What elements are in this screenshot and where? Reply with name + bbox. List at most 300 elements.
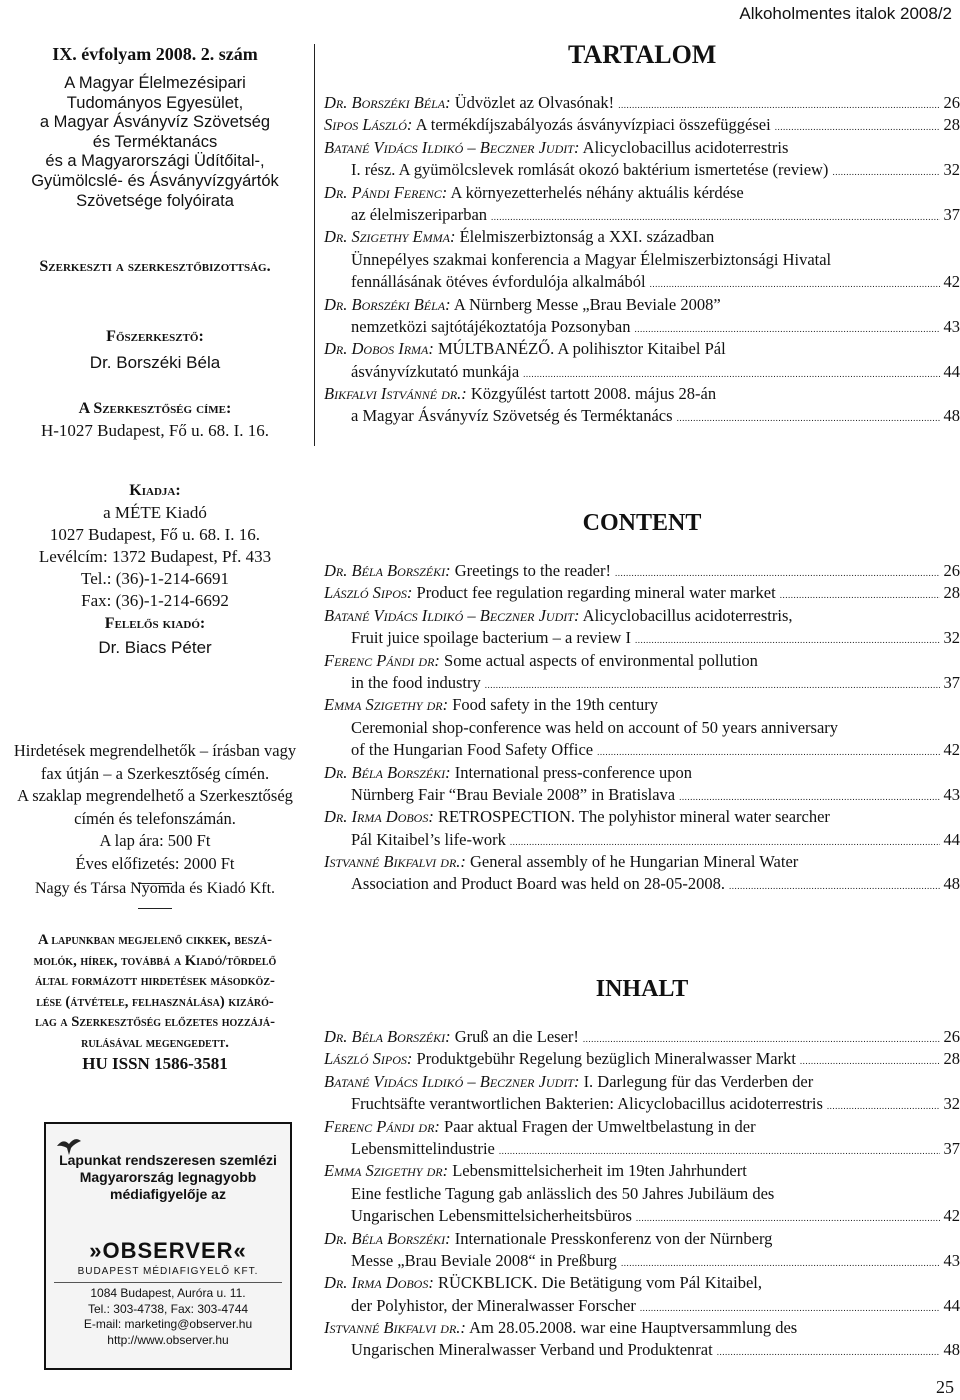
toc-line xyxy=(324,1228,960,1250)
toc-dot-leader xyxy=(636,1207,940,1229)
toc-author: Sipos László: xyxy=(324,115,413,135)
toc-line xyxy=(324,1250,960,1272)
toc-text xyxy=(324,114,771,136)
toc-page-number: 26 xyxy=(943,1027,960,1046)
ads-line: fax útján – a Szerkesztőség címén. xyxy=(40,763,270,783)
toc-line xyxy=(324,1339,960,1361)
toc-text xyxy=(351,1250,617,1272)
toc-leader-row xyxy=(324,92,960,116)
toc-author: Dr. Szigethy Emma: xyxy=(324,227,456,247)
toc-author: Batané Vidács Ildikó – Beczner Judit: xyxy=(324,605,580,625)
toc-dot-leader xyxy=(677,407,940,429)
toc-title: Közgyűlést tartott 2008. május 28-án xyxy=(470,384,717,404)
toc-title: Produktgebühr Regelung bezüglich Mineralwasser Markt xyxy=(416,1049,796,1069)
toc-title: Alicyclobacillus acidoterrestris, xyxy=(582,605,793,625)
printer-block xyxy=(0,880,310,909)
toc-leader-row xyxy=(351,204,960,228)
toc-title: a Magyar Ásványvíz Szövetség és Terméktanács xyxy=(351,406,673,426)
toc-leader-row xyxy=(351,739,960,763)
toc-title: Am 28.05.2008. war eine Hauptversammlung des xyxy=(469,1318,798,1338)
toc-page-number: 32 xyxy=(943,160,960,180)
society-line: Gyümölcslé- és Ásványvízgyártók xyxy=(31,171,279,190)
toc-dot-leader xyxy=(800,1050,940,1072)
toc-title: Lebensmittelindustrie xyxy=(351,1138,495,1158)
toc-entry[interactable] xyxy=(324,1160,960,1227)
toc-title: I. rész. A gyümölcslevek romlását okozó baktérium ismertetése (review) xyxy=(351,160,829,180)
toc-line xyxy=(324,717,960,739)
toc-text xyxy=(351,1093,823,1115)
ad-text xyxy=(52,1152,284,1203)
society-line: Tudományos Egyesület, xyxy=(66,93,244,112)
address-heading: A Szerkesztőség címe: xyxy=(78,400,232,417)
toc-hungarian xyxy=(324,92,960,428)
toc-line xyxy=(324,829,960,851)
toc-line xyxy=(324,650,960,672)
toc-author: Emma Szigethy dr: xyxy=(324,1161,449,1181)
editorial-board: Szerkeszti a szerkesztőbizottság. xyxy=(39,258,271,275)
toc-title: Ungarischen Mineralwasser Verband und Produktenrat xyxy=(351,1340,713,1360)
toc-page-number: 37 xyxy=(943,672,960,692)
toc-text xyxy=(324,1048,796,1070)
toc-title: A Nürnberg Messe „Brau Beviale 2008” xyxy=(453,294,721,314)
toc-line xyxy=(324,1071,960,1093)
toc-leader-row xyxy=(324,582,960,606)
toc-dot-leader xyxy=(775,116,940,138)
toc-leader-row xyxy=(351,361,960,385)
toc-leader-row xyxy=(351,1295,960,1319)
toc-page-number: 32 xyxy=(943,628,960,648)
toc-dot-leader xyxy=(717,1341,940,1363)
publisher-line: Levélcím: 1372 Budapest, Pf. 433 xyxy=(38,547,272,566)
copyright-notice xyxy=(6,930,304,1053)
society-line: és Terméktanács xyxy=(92,132,218,151)
toc-line xyxy=(324,383,960,405)
toc-entry[interactable] xyxy=(324,1048,960,1070)
toc-author: Dr. Béla Borszéki: xyxy=(324,561,451,580)
toc-author: Ferenc Pándi dr: xyxy=(324,650,440,670)
toc-dot-leader xyxy=(635,629,940,651)
toc-leader-row xyxy=(351,1093,960,1117)
toc-entry[interactable] xyxy=(324,560,960,582)
toc-leader-row xyxy=(351,1205,960,1229)
toc-page-number: 44 xyxy=(943,1295,960,1315)
toc-entry[interactable] xyxy=(324,806,960,851)
toc-text xyxy=(324,92,614,114)
toc-title: Gruß an die Leser! xyxy=(454,1027,579,1046)
toc-title: A termékdíjszabályozás ásványvízpiaci összefüggései xyxy=(415,115,771,135)
toc-text xyxy=(351,739,593,761)
tartalom-title: TARTALOM xyxy=(568,40,717,69)
toc-line xyxy=(324,405,960,427)
ad-line: Magyarország legnagyobb xyxy=(79,1169,257,1185)
toc-entry[interactable] xyxy=(324,114,960,136)
toc-dot-leader xyxy=(510,831,940,853)
running-head: Alkoholmentes italok 2008/2 xyxy=(739,4,952,23)
toc-leader-row xyxy=(351,271,960,295)
toc-text xyxy=(324,1026,579,1048)
toc-title: Pál Kitaibel’s life-work xyxy=(351,829,506,849)
ads-line: A szaklap megrendelhető a Szerkesztőség xyxy=(17,786,293,805)
issn: HU ISSN 1586-3581 xyxy=(82,1054,228,1073)
publisher-heading: Kiadja: xyxy=(129,482,181,499)
toc-author: László Sipos: xyxy=(324,583,413,603)
toc-title: Paar aktual Fragen der Umweltbelastung in der xyxy=(444,1116,756,1136)
toc-title: Élelmiszerbiztonság a XXI. században xyxy=(459,227,715,247)
toc-title: of the Hungarian Food Safety Office xyxy=(351,740,594,760)
toc-text xyxy=(351,1339,713,1361)
ad-line: Lapunkat rendszeresen szemlézi xyxy=(59,1152,277,1168)
observer-contact xyxy=(46,1286,290,1348)
toc-line xyxy=(324,182,960,204)
toc-leader-row xyxy=(324,114,960,138)
toc-title: Internationale Presskonferenz von der Nürnberg xyxy=(454,1228,773,1248)
editor-heading: Főszerkesztő: xyxy=(106,328,204,345)
toc-page-number: 43 xyxy=(943,1250,960,1270)
toc-title: fennállásának ötéves évfordulója alkalmából xyxy=(351,272,646,292)
toc-author: Dr. Borszéki Béla: xyxy=(324,93,451,112)
toc-page-number: 43 xyxy=(943,316,960,336)
toc-entry[interactable] xyxy=(324,1026,960,1048)
toc-text xyxy=(351,627,631,649)
divider xyxy=(54,1282,282,1283)
address-block xyxy=(0,398,310,442)
ads-line: Éves előfizetés: 2000 Ft xyxy=(75,853,235,873)
toc-title: MÚLTBANÉZŐ. A polihisztor Kitaibel Pál xyxy=(437,339,726,359)
toc-entry[interactable] xyxy=(324,1228,960,1273)
printer-name: Nagy és Társa Nyomda és Kiadó Kft. xyxy=(34,880,276,897)
toc-author: Dr. Béla Borszéki: xyxy=(324,1228,451,1248)
toc-title: az élelmiszeriparban xyxy=(351,204,488,224)
toc-author: Dr. Béla Borszéki: xyxy=(324,1027,451,1046)
toc-line xyxy=(324,784,960,806)
toc-entry[interactable] xyxy=(324,851,960,896)
toc-german xyxy=(324,1026,960,1362)
toc-page-number: 26 xyxy=(943,93,960,112)
toc-text xyxy=(351,784,675,806)
toc-line xyxy=(324,762,960,784)
toc-dot-leader xyxy=(650,273,940,295)
toc-title: nemzetközi sajtótájékoztatója Pozsonyban xyxy=(351,316,631,336)
toc-line xyxy=(324,1205,960,1227)
toc-author: Batané Vidács Ildikó – Beczner Judit: xyxy=(324,137,580,157)
toc-line xyxy=(324,1093,960,1115)
toc-leader-row xyxy=(351,627,960,651)
toc-text xyxy=(351,271,646,293)
toc-line xyxy=(324,1295,960,1317)
toc-line xyxy=(324,1048,960,1070)
toc-text xyxy=(351,405,673,427)
toc-text xyxy=(351,1138,495,1160)
toc-dot-leader xyxy=(780,584,940,606)
toc-title: Some actual aspects of environmental pollution xyxy=(444,650,758,670)
toc-line xyxy=(324,271,960,293)
society-line: A Magyar Élelmezésipari xyxy=(64,74,246,92)
toc-author: Dr. Pándi Ferenc: xyxy=(324,182,448,202)
address-text: H-1027 Budapest, Fő u. 68. I. 16. xyxy=(40,421,270,440)
contact-url[interactable]: http://www.observer.hu xyxy=(107,1332,229,1347)
society-line: és a Magyarországi Üdítőital-, xyxy=(45,152,265,171)
ad-line: médiafigyelője az xyxy=(110,1186,226,1202)
toc-line xyxy=(324,1272,960,1294)
toc-title: Eine festliche Tagung gab anlässlich des 50 Jahres Jubiläum des xyxy=(351,1183,775,1203)
toc-entry[interactable] xyxy=(324,1272,960,1317)
toc-leader-row xyxy=(351,1339,960,1363)
notice-line: molók, hírek, továbbá a Kiadó/tördelő xyxy=(33,952,277,969)
toc-page-number: 42 xyxy=(943,1206,960,1226)
toc-title: der Polyhistor, der Mineralwasser Forscher xyxy=(351,1295,636,1315)
responsible-name: Dr. Biacs Péter xyxy=(98,638,212,657)
toc-page-number: 43 xyxy=(943,784,960,804)
toc-line xyxy=(324,294,960,316)
toc-author: Emma Szigethy dr: xyxy=(324,695,449,715)
toc-entry[interactable] xyxy=(324,694,960,761)
toc-entry[interactable] xyxy=(324,226,960,293)
toc-title: Food safety in the 19th century xyxy=(452,695,658,715)
toc-text xyxy=(351,159,828,181)
notice-line: A lapunkban megjelenő cikkek, beszá- xyxy=(38,932,272,948)
toc-title: Fruit juice spoilage bacterium – a review I xyxy=(351,628,631,648)
toc-leader-row xyxy=(351,784,960,808)
notice-line: által formázott hirdetések másodköz- xyxy=(35,973,275,989)
toc-title: Messe „Brau Beviale 2008“ in Preßburg xyxy=(351,1250,617,1270)
toc-title: I. Darlegung für das Verderben der xyxy=(583,1071,814,1091)
toc-page-number: 44 xyxy=(943,829,960,849)
ads-block xyxy=(0,740,310,884)
toc-dot-leader xyxy=(618,94,939,116)
publisher-line: a MÉTE Kiadó xyxy=(103,503,207,522)
toc-line xyxy=(324,1026,960,1048)
toc-author: Dr. Dobos Irma: xyxy=(324,339,434,359)
observer-subtitle: BUDAPEST MÉDIAFIGYELŐ KFT. xyxy=(77,1266,259,1277)
publisher-line: 1027 Budapest, Fő u. 68. I. 16. xyxy=(49,525,261,544)
toc-page-number: 37 xyxy=(943,204,960,224)
toc-dot-leader xyxy=(729,875,940,897)
toc-entry[interactable] xyxy=(324,762,960,807)
toc-entry[interactable] xyxy=(324,582,960,604)
toc-entry[interactable] xyxy=(324,182,960,227)
toc-page-number: 48 xyxy=(943,1340,960,1360)
toc-text xyxy=(351,672,481,694)
responsible-heading: Felelős kiadó: xyxy=(104,615,206,632)
toc-author: Istvanné Bikfalvi dr.: xyxy=(324,1318,466,1338)
toc-dot-leader xyxy=(832,161,939,183)
toc-text xyxy=(351,316,631,338)
toc-dot-leader xyxy=(485,674,940,696)
toc-line xyxy=(324,806,960,828)
editor-block xyxy=(0,324,310,376)
page-number: 25 xyxy=(936,1377,954,1397)
toc-dot-leader xyxy=(583,1028,940,1050)
toc-author: Dr. Béla Borszéki: xyxy=(324,762,451,782)
contact-address: 1084 Budapest, Auróra u. 11. xyxy=(90,1286,246,1300)
toc-dot-leader xyxy=(827,1095,940,1117)
toc-dot-leader xyxy=(523,363,939,385)
toc-entry[interactable] xyxy=(324,605,960,650)
toc-title: A környezetterhelés néhány aktuális kérdése xyxy=(450,182,744,202)
toc-entry[interactable] xyxy=(324,1116,960,1161)
toc-title: General assembly of he Hungarian Mineral Water xyxy=(470,852,799,872)
toc-leader-row xyxy=(324,1048,960,1072)
society-block xyxy=(0,74,310,211)
toc-text xyxy=(351,873,725,895)
toc-title: RETROSPECTION. The polyhistor mineral water searcher xyxy=(437,807,830,827)
toc-english xyxy=(324,560,960,896)
toc-title: Nürnberg Fair “Brau Beviale 2008” in Bratislava xyxy=(351,784,676,804)
toc-entry[interactable] xyxy=(324,383,960,428)
society-line: Szövetsége folyóirata xyxy=(76,191,234,210)
toc-text xyxy=(351,1205,632,1227)
responsible-block xyxy=(0,612,310,660)
toc-author: Dr. Irma Dobos: xyxy=(324,1273,434,1293)
toc-leader-row xyxy=(351,316,960,340)
toc-page-number: 26 xyxy=(943,561,960,580)
toc-dot-leader xyxy=(615,562,940,584)
toc-text xyxy=(351,1295,636,1317)
toc-title: International press-conference upon xyxy=(454,762,693,782)
publisher-block xyxy=(0,480,310,612)
toc-line xyxy=(324,1138,960,1160)
toc-leader-row xyxy=(351,873,960,897)
toc-leader-row xyxy=(351,405,960,429)
toc-line xyxy=(324,361,960,383)
toc-line xyxy=(324,204,960,226)
publisher-line: Fax: (36)-1-214-6692 xyxy=(81,591,229,610)
toc-title: Ünnepélyes szakmai konferencia a Magyar Élelmiszerbiztonsági Hivatal xyxy=(351,249,832,269)
toc-line xyxy=(324,560,960,582)
notice-line: lag a Szerkesztőség előzetes hozzájá- xyxy=(35,1014,275,1030)
toc-title: Alicyclobacillus acidoterrestris xyxy=(582,137,789,157)
toc-title: RÜCKBLICK. Die Betätigung vom Pál Kitaibel, xyxy=(437,1273,762,1293)
ads-line: Hirdetések megrendelhetők – írásban vagy xyxy=(13,741,297,760)
toc-page-number: 48 xyxy=(943,874,960,894)
toc-title: Association and Product Board was held on 28-05-2008. xyxy=(351,874,725,894)
toc-line xyxy=(324,605,960,627)
contact-email[interactable]: E-mail: marketing@observer.hu xyxy=(83,1317,253,1331)
toc-text xyxy=(351,361,519,383)
toc-line xyxy=(324,226,960,248)
toc-leader-row xyxy=(324,560,960,584)
toc-dot-leader xyxy=(499,1140,940,1162)
toc-entry[interactable] xyxy=(324,92,960,114)
toc-line xyxy=(324,873,960,895)
toc-line xyxy=(324,1317,960,1339)
inhalt-title: INHALT xyxy=(595,976,689,1002)
toc-author: Bikfalvi Istvánné dr.: xyxy=(324,384,467,404)
toc-title: Üdvözlet az Olvasónak! xyxy=(454,93,615,112)
toc-page-number: 48 xyxy=(943,406,960,426)
short-rule xyxy=(138,908,172,909)
toc-author: László Sipos: xyxy=(324,1049,413,1069)
toc-title: Product fee regulation regarding mineral water market xyxy=(416,583,776,603)
toc-page-number: 28 xyxy=(943,583,960,603)
content-title: CONTENT xyxy=(582,510,702,536)
toc-text xyxy=(324,582,776,604)
toc-page-number: 42 xyxy=(943,272,960,292)
toc-leader-row xyxy=(324,1026,960,1050)
toc-dot-leader xyxy=(679,786,939,808)
toc-dot-leader xyxy=(635,318,940,340)
toc-author: Dr. Borszéki Béla: xyxy=(324,294,451,314)
editor-name: Dr. Borszéki Béla xyxy=(89,353,221,372)
toc-leader-row xyxy=(351,672,960,696)
toc-page-number: 28 xyxy=(943,1049,960,1069)
toc-line xyxy=(324,672,960,694)
toc-author: Batané Vidács Ildikó – Beczner Judit: xyxy=(324,1071,580,1091)
toc-author: Dr. Irma Dobos: xyxy=(324,807,434,827)
toc-line xyxy=(324,137,960,159)
toc-line xyxy=(324,316,960,338)
toc-page-number: 37 xyxy=(943,1138,960,1158)
toc-leader-row xyxy=(351,829,960,853)
toc-entry[interactable] xyxy=(324,294,960,339)
toc-dot-leader xyxy=(640,1297,940,1319)
observer-logo: »OBSERVER« xyxy=(89,1238,247,1263)
toc-text xyxy=(324,560,611,582)
toc-line xyxy=(324,114,960,136)
publisher-line: Tel.: (36)-1-214-6691 xyxy=(81,569,229,588)
toc-title: Ungarischen Lebensmittelsicherheitsbüros xyxy=(351,1206,632,1226)
toc-entry[interactable] xyxy=(324,1071,960,1116)
toc-dot-leader xyxy=(597,741,939,763)
toc-line xyxy=(324,1160,960,1182)
column-divider xyxy=(314,44,315,446)
toc-author: Istvanné Bikfalvi dr.: xyxy=(324,852,466,872)
toc-line xyxy=(324,338,960,360)
toc-title: Lebensmittelsicherheit im 19ten Jahrhundert xyxy=(452,1161,747,1181)
toc-entry[interactable] xyxy=(324,650,960,695)
observer-advertisement[interactable] xyxy=(44,1122,292,1370)
toc-text xyxy=(351,829,506,851)
toc-entry[interactable] xyxy=(324,338,960,383)
toc-author: Ferenc Pándi dr: xyxy=(324,1116,440,1136)
ads-line: címén és telefonszámán. xyxy=(74,808,236,828)
toc-line xyxy=(324,851,960,873)
toc-text xyxy=(351,204,487,226)
society-line: a Magyar Ásványvíz Szövetség xyxy=(39,113,271,132)
issue-line: IX. évfolyam 2008. 2. szám xyxy=(52,44,258,64)
toc-line xyxy=(324,694,960,716)
toc-entry[interactable] xyxy=(324,1317,960,1362)
toc-page-number: 28 xyxy=(943,115,960,135)
toc-title: Greetings to the reader! xyxy=(454,561,611,580)
toc-dot-leader xyxy=(621,1252,940,1274)
ads-line: A lap ára: 500 Ft xyxy=(99,831,211,850)
toc-line xyxy=(324,627,960,649)
toc-page-number: 32 xyxy=(943,1094,960,1114)
toc-line xyxy=(324,92,960,114)
notice-line: lése (átvétele, felhasználása) kizáró- xyxy=(36,993,274,1010)
toc-dot-leader xyxy=(491,206,939,228)
toc-leader-row xyxy=(351,1250,960,1274)
toc-title: ásványvízkutató munkája xyxy=(351,361,520,381)
contact-phone: Tel.: 303-4738, Fax: 303-4744 xyxy=(87,1301,249,1316)
toc-line xyxy=(324,1116,960,1138)
toc-page-number: 44 xyxy=(943,361,960,381)
toc-line xyxy=(324,739,960,761)
toc-line xyxy=(324,1183,960,1205)
toc-title: Ceremonial shop-conference was held on account of 50 years anniversary xyxy=(351,717,839,737)
toc-title: Fruchtsäfte verantwortlichen Bakterien: Alicyclobacillus acidoterrestris xyxy=(351,1094,823,1114)
notice-line: rulásával megengedett. xyxy=(81,1034,229,1051)
toc-leader-row xyxy=(351,159,960,183)
toc-line xyxy=(324,159,960,181)
toc-leader-row xyxy=(351,1138,960,1162)
toc-line xyxy=(324,249,960,271)
toc-line xyxy=(324,582,960,604)
toc-entry[interactable] xyxy=(324,137,960,182)
toc-page-number: 42 xyxy=(943,740,960,760)
toc-title: in the food industry xyxy=(351,672,481,692)
